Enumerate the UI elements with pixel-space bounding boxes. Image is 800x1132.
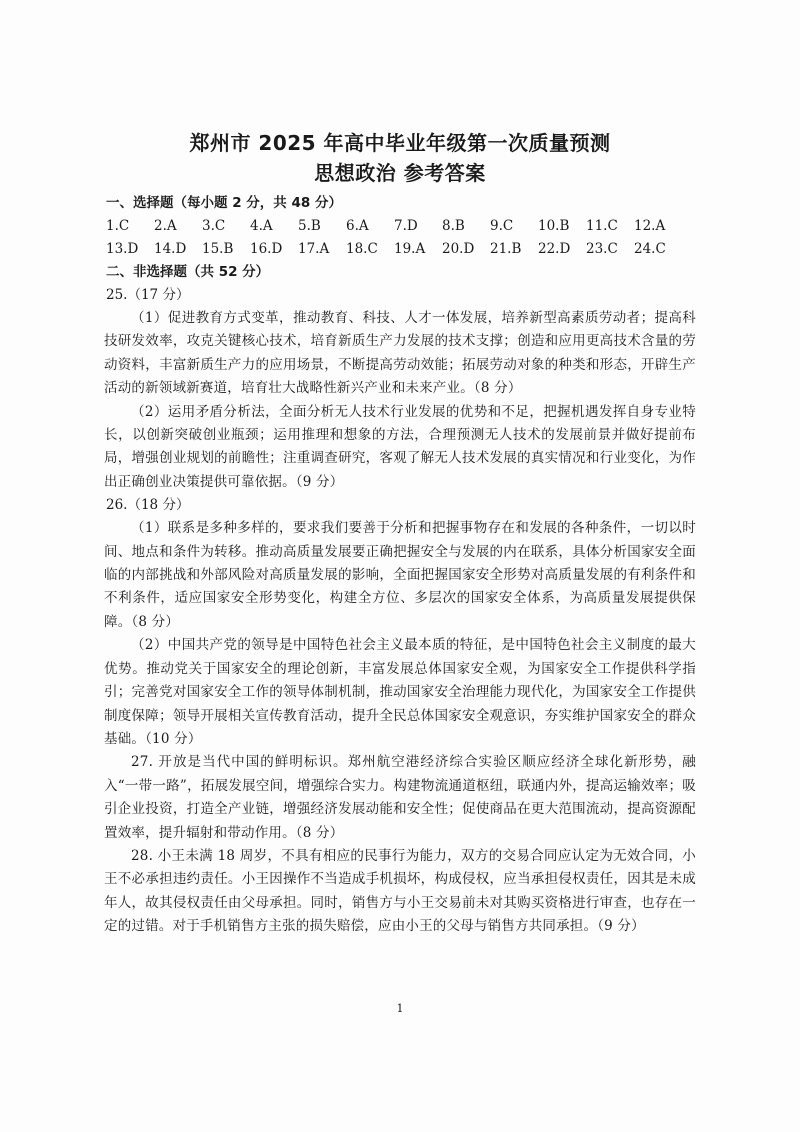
section-heading-open: 二、非选择题（共 52 分） [106, 264, 270, 280]
question-26-part-2: （2）中国共产党的领导是中国特色社会主义最本质的特征，是中国特色社会主义制度的最大优势。推动党关于国家安全的理论创新，丰富发展总体国家安全观，为国家安全工作提供科学指引；完善党对国家安全工作的领导体制机制，推动国家安全治理能力现代化，为国家安全工作提供制度保障；领导开展相关宣传教育活动，提升全民总体国家安全观意识，夯实维护国家安全的群众基础。（10 分） [104, 637, 696, 747]
answer-item: 8.B [442, 218, 465, 234]
page-title: 郑州市 2025 年高中毕业年级第一次质量预测 [189, 131, 611, 155]
question-25-part-1: （1）促进教育方式变革，推动教育、科技、人才一体发展，培养新型高素质劳动者；提高科技研发效率，攻克关键核心技术，培育新质生产力发展的技术支撑；创造和应用更高技术含量的劳动资料，丰富新质生产力的应用场景，不断提高劳动效能；拓展劳动对象的种类和形态，开辟生产活动的新领域新赛道，培育壮大战略性新兴产业和未来产业。（8 分） [104, 310, 696, 397]
answer-item: 12.A [634, 218, 666, 234]
answer-item: 14.D [154, 241, 187, 257]
page-number: 1 [396, 1002, 404, 1015]
answer-item: 24.C [634, 241, 666, 257]
answer-item: 19.A [394, 241, 426, 257]
question-26-heading: 26.（18 分） [106, 497, 190, 514]
question-26-part-1: （1）联系是多种多样的，要求我们要善于分析和把握事物存在和发展的各种条件，一切以时间、地点和条件为转移。推动高质量发展要正确把握安全与发展的内在联系，具体分析国家安全面临的内部挑战和外部风险对高质量发展的影响，全面把握国家安全形势对高质量发展的有利条件和不利条件，适应国家安全形势变化，构建全方位、多层次的国家安全体系，为高质量发展提供保障。（8 分） [104, 520, 696, 630]
question-27-answer: 27. 开放是当代中国的鲜明标识。郑州航空港经济综合实验区顺应经济全球化新形势，融入“一带一路”，拓展发展空间，增强综合实力。构建物流通道枢纽，联通内外，提高运输效率；吸引企业投资，打造全产业链，增强经济发展动能和安全性；促使商品在更大范围流动，提高资源配置效率，提升辐射和带动作用。（8 分） [104, 754, 696, 841]
answer-item: 11.C [586, 218, 618, 234]
answer-item: 1.C [106, 218, 130, 234]
answer-item: 21.B [490, 241, 522, 257]
answer-item: 4.A [250, 218, 273, 234]
answer-item: 18.C [346, 241, 378, 257]
answer-row-1 [104, 215, 696, 238]
answer-item: 13.D [106, 241, 139, 257]
page-subtitle: 思想政治 参考答案 [314, 161, 486, 185]
section-heading-choice: 一、选择题（每小题 2 分，共 48 分） [106, 195, 342, 211]
answer-item: 9.C [490, 218, 514, 234]
answer-item: 16.D [250, 241, 283, 257]
question-25-part-2: （2）运用矛盾分析法，全面分析无人技术行业发展的优势和不足，把握机遇发挥自身专业特长，以创新突破创业瓶颈；运用推理和想象的方法，合理预测无人技术的发展前景并做好提前布局，增强创业规划的前瞻性；注重调查研究，客观了解无人技术发展的真实情况和行业变化，为作出正确创业决策提供可靠依据。（9 分） [104, 403, 696, 490]
answer-item: 10.B [538, 218, 570, 234]
answer-item: 22.D [538, 241, 571, 257]
document-body [104, 128, 696, 939]
question-25-heading: 25.（17 分） [106, 287, 190, 303]
answer-item: 5.B [298, 218, 321, 234]
answer-row-2 [104, 238, 696, 261]
answer-item: 6.A [346, 218, 369, 234]
answer-item: 20.D [442, 241, 475, 257]
answer-item: 23.C [586, 241, 618, 257]
question-28-answer: 28. 小王未满 18 周岁，不具有相应的民事行为能力，双方的交易合同应认定为无效合同，小王不必承担违约责任。小王因操作不当造成手机损坏，构成侵权，应当承担侵权责任，因其是未成年人，故其侵权责任由父母承担。同时，销售方与小王交易前未对其购买资格进行审查，也存在一定的过错。对于手机销售方主张的损失赔偿，应由小王的父母与销售方共同承担。（9 分） [104, 847, 696, 935]
answer-item: 17.A [298, 241, 330, 257]
answer-item: 15.B [202, 241, 234, 257]
answer-item: 3.C [202, 218, 226, 234]
answer-item: 2.A [154, 218, 177, 234]
answer-item: 7.D [394, 218, 418, 234]
